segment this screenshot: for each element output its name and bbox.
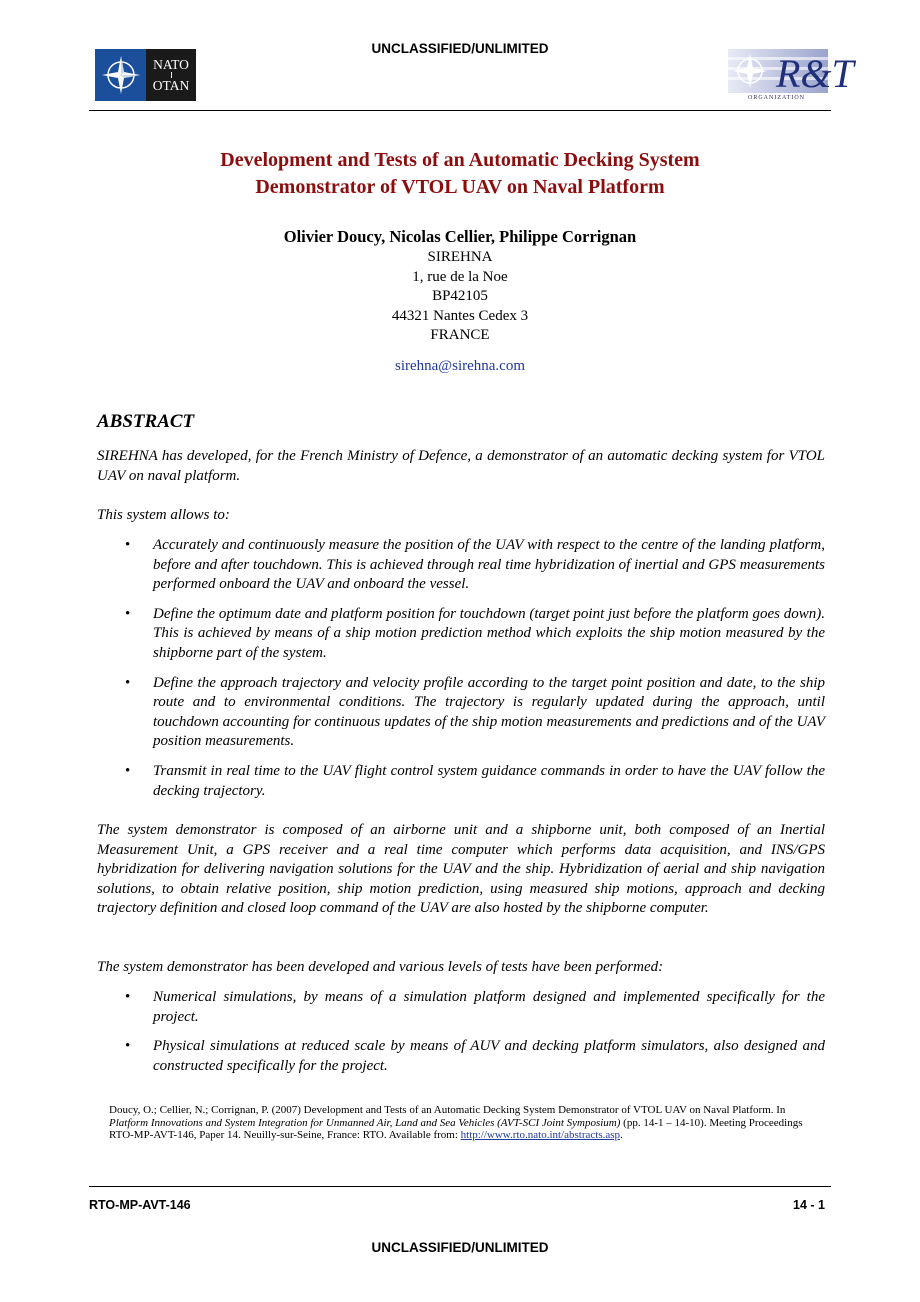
author-address [0, 248, 920, 346]
nato-text: NATO [153, 57, 189, 72]
abstract-heading: ABSTRACT [97, 411, 195, 432]
paper-authors: Olivier Doucy, Nicolas Cellier, Philippe Corrignan [283, 227, 637, 246]
list-item: • Define the optimum date and platform position for touchdown (target point just before the platform goes down). This is achieved by means of a ship motion prediction method which exploits the ship motion measured by the shipborne part of the system. [97, 605, 825, 664]
classification-footer: UNCLASSIFIED/UNLIMITED [371, 1240, 549, 1255]
list-item: • Numerical simulations, by means of a simulation platform designed and implemented specifically for the project. [97, 988, 825, 1027]
address-line: FRANCE [430, 327, 490, 344]
author-email-link[interactable]: sirehna@sirehna.com [394, 358, 526, 374]
nato-wordmark [146, 49, 196, 101]
rt-organization-subtitle: ORGANIZATION [748, 95, 805, 101]
address-line: BP42105 [432, 288, 488, 305]
address-line: SIREHNA [427, 249, 493, 265]
classification-header: UNCLASSIFIED/UNLIMITED [371, 41, 549, 56]
abstract-paragraph: The system demonstrator is composed of an airborne unit and a shipborne unit, both composed of an Inertial Measurement Unit, a GPS receiver and a real time computer which performs data acquisition, and INS/GPS hybridization for delivering navigation solutions for the UAV and the ship. Hybridization of aerial and ship navigation solutions, to obtain relative position, ship motion prediction, using measured ship motions, approach and decking trajectory definition and closed loop command of the UAV are also hosted by the shipborne computer. [97, 822, 825, 917]
list-item: • Transmit in real time to the UAV flight control system guidance commands in order to have the UAV follow the decking trajectory. [97, 762, 825, 801]
tests-list [97, 988, 825, 1076]
list-item: • Physical simulations at reduced scale by means of AUV and decking platform simulators, also designed and constructed specifically for the project. [97, 1037, 825, 1076]
citation-block: Doucy, O.; Cellier, N.; Corrignan, P. (2007) Development and Tests of an Automatic Decking System Demonstrator of VTOL UAV on Naval Platform. In Platform Innovations and System Integration for Unmanned Air, Land and Sea Vehicles (AVT-SCI Joint Symposium) (pp. 14-1 – 14-10). Meeting Proceedings RTO-MP-AVT-146, Paper 14. Neuilly-sur-Seine, France: RTO. Available from: http://www.rto.nato.int/abstracts.asp. [109, 1104, 803, 1142]
address-line: 1, rue de la Noe [412, 268, 508, 285]
abstracts-link[interactable]: http://www.rto.nato.int/abstracts.asp [460, 1129, 621, 1142]
rt-letters: R&T [776, 51, 854, 96]
capabilities-list [97, 536, 825, 801]
nato-logo [95, 49, 196, 101]
page-number: 14 - 1 [793, 1198, 825, 1212]
list-item: • Accurately and continuously measure the position of the UAV with respect to the centre of the landing platform, before and after touchdown. This is achieved through real time hybridization of inertial and GPS measurements performed onboard the UAV and onboard the vessel. [97, 536, 825, 595]
otan-text: OTAN [152, 78, 190, 93]
address-line: 44321 Nantes Cedex 3 [391, 307, 529, 324]
footer-rule [89, 1186, 831, 1187]
list-item: • Define the approach trajectory and velocity profile according to the target point position and date, to the ship route and to environmental conditions. The trajectory is regularly updated during the approach, until touchdown accounting for continuous updates of the ship motion measurements and predictions and of the UAV position measurements. [97, 674, 825, 752]
header-rule [89, 110, 831, 111]
nato-compass-star-icon [95, 49, 146, 101]
abstract-paragraph: The system demonstrator has been developed and various levels of tests have been performed: [97, 959, 664, 975]
abstract-paragraph: This system allows to: [97, 507, 230, 523]
document-number: RTO-MP-AVT-146 [89, 1198, 191, 1212]
abstract-paragraph: SIREHNA has developed, for the French Ministry of Defence, a demonstrator of an automatic decking system for VTOL UAV on naval platform. [97, 448, 825, 484]
paper-title: Development and Tests of an Automatic Decking System Demonstrator of VTOL UAV on Naval Platform [220, 149, 700, 198]
